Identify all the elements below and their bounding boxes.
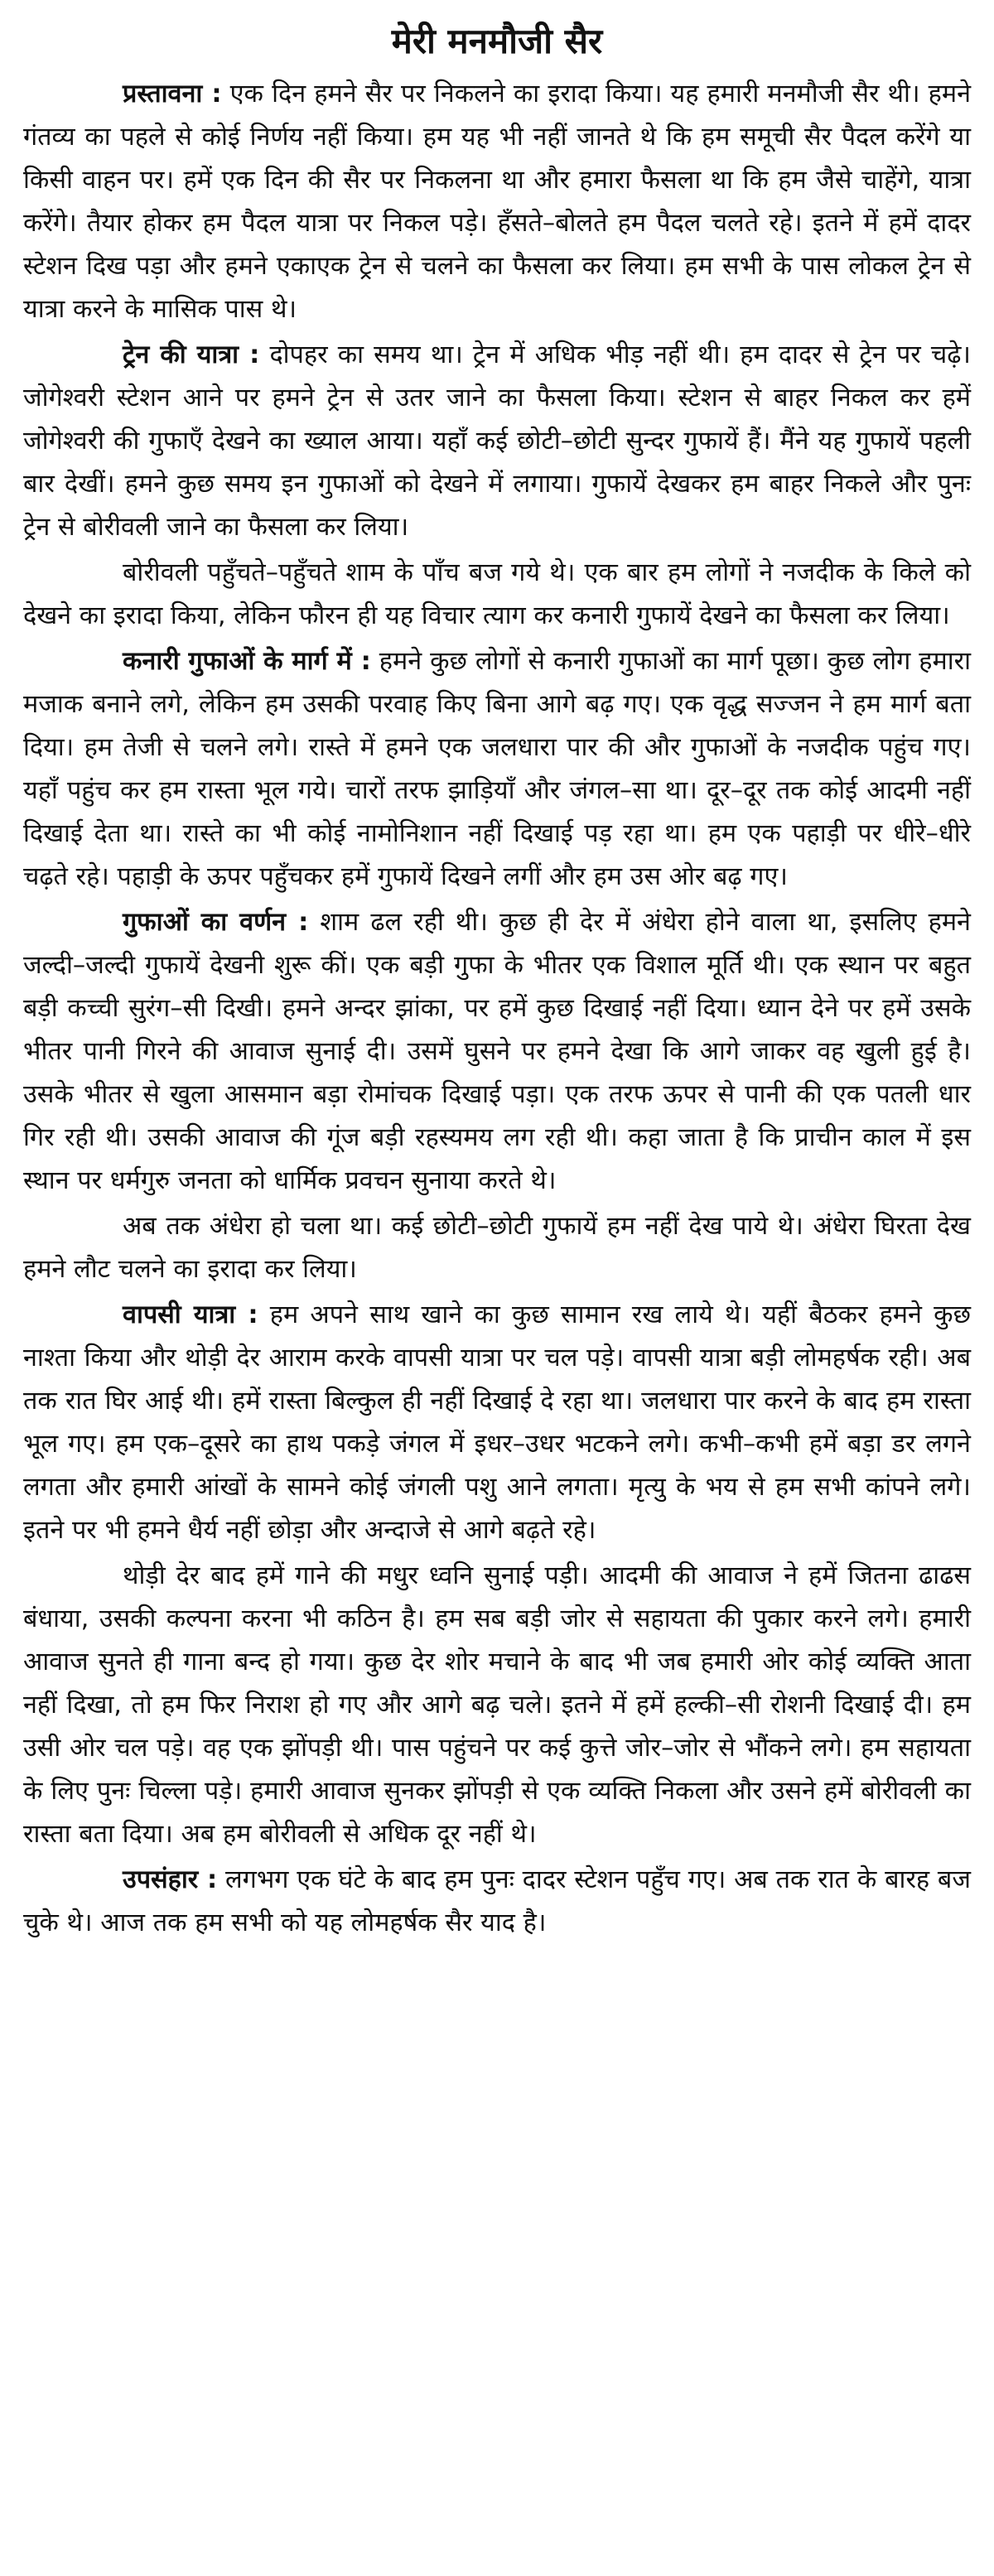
- paragraph-text: एक दिन हमने सैर पर निकलने का इरादा किया। यह हमारी मनमौजी सैर थी। हमने गंतव्य का पहले से कोई निर्णय नहीं किया। हम यह भी नहीं जानते थे कि हम समूची सैर पैदल करेंगे या किसी वाहन पर। हमें एक दिन की सैर पर निकलना था और हमारा फैसला था कि हम जैसे चाहेंगे, यात्रा करेंगे। तैयार होकर हम पैदल यात्रा पर निकल पड़े। हँसते–बोलते हम पैदल चलते रहे। इतने में हमें दादर स्टेशन दिख पड़ा और हमने एकाएक ट्रेन से चलने का फैसला कर लिया। हम सभी के पास लोकल ट्रेन से यात्रा करने के मासिक पास थे।: [23, 80, 972, 324]
- paragraph-text: दोपहर का समय था। ट्रेन में अधिक भीड़ नहीं थी। हम दादर से ट्रेन पर चढ़े। जोगेश्वरी स्टेशन आने पर हमने ट्रेन से उतर जाने का फैसला किया। स्टेशन से बाहर निकल कर हमें जोगेश्वरी की गुफाएँ देखने का ख्याल आया। यहाँ कई छोटी–छोटी सुन्दर गुफायें हैं। मैंने यह गुफायें पहली बार देखीं। हमने कुछ समय इन गुफाओं को देखने में लगाया। गुफायें देखकर हम बाहर निकले और पुनः ट्रेन से बोरीवली जाने का फैसला कर लिया।: [23, 340, 971, 542]
- paragraph-text: अब तक अंधेरा हो चला था। कई छोटी–छोटी गुफायें हम नहीं देख पाये थे। अंधेरा घिरता देख हमने लौट चलने का इरादा कर लिया।: [23, 1212, 971, 1284]
- heading-cave-description: गुफाओं का वर्णन :: [123, 908, 309, 937]
- paragraph-text: हम अपने साथ खाने का कुछ सामान रख लाये थे। यहीं बैठकर हमने कुछ नाश्ता किया और थोड़ी देर आराम करके वापसी यात्रा पर चल पड़े। वापसी यात्रा बड़ी लोमहर्षक रही। अब तक रात घिर आई थी। हमें रास्ता बिल्कुल ही नहीं दिखाई दे रहा था। जलधारा पार करने के बाद हम रास्ता भूल गए। हम एक–दूसरे का हाथ पकड़े जंगल में इधर–उधर भटकने लगे। कभी–कभी हमें बड़ा डर लगने लगता और हमारी आंखों के सामने कोई जंगली पशु आने लगता। मृत्यु के भय से हम सभी कांपने लगे। इतने पर भी हमने धैर्य नहीं छोड़ा और अन्दाजे से आगे बढ़ते रहे।: [23, 1300, 971, 1545]
- paragraph-train-journey: [23, 334, 971, 549]
- paragraph-route-to-caves: [23, 640, 971, 899]
- paragraph-darkness: [23, 1205, 971, 1291]
- paragraph-cave-description: [23, 901, 971, 1203]
- paragraph-text: बोरीवली पहुँचते–पहुँचते शाम के पाँच बज गये थे। एक बार हम लोगों ने नजदीक के किले को देखने का इरादा किया, लेकिन फौरन ही यह विचार त्याग कर कनारी गुफायें देखने का फैसला कर लिया।: [23, 558, 971, 630]
- heading-route-to-caves: कनारी गुफाओं के मार्ग में :: [123, 647, 371, 676]
- paragraph-introduction: [23, 73, 971, 331]
- paragraph-return-journey: [23, 1294, 971, 1552]
- essay-title: मेरी मनमौजी सैर: [391, 21, 603, 61]
- heading-introduction: प्रस्तावना :: [123, 80, 222, 109]
- heading-conclusion: उपसंहार :: [123, 1865, 218, 1894]
- paragraph-text: थोड़ी देर बाद हमें गाने की मधुर ध्वनि सुनाई पड़ी। आदमी की आवाज ने हमें जितना ढाढस बंधाया, उसकी कल्पना करना भी कठिन है। हम सब बड़ी जोर से सहायता की पुकार करने लगे। हमारी आवाज सुनते ही गाना बन्द हो गया। कुछ देर शोर मचाने के बाद भी जब हमारी ओर कोई व्यक्ति आता नहीं दिखा, तो हम फिर निराश हो गए और आगे बढ़ चले। इतने में हमें हल्की–सी रोशनी दिखाई दी। हम उसी ओर चल पड़े। वह एक झोंपड़ी थी। पास पहुंचने पर कई कुत्ते जोर–जोर से भौंकने लगे। हम सहायता के लिए पुनः चिल्ला पड़े। हमारी आवाज सुनकर झोंपड़ी से एक व्यक्ति निकला और उसने हमें बोरीवली का रास्ता बता दिया। अब हम बोरीवली से अधिक दूर नहीं थे।: [23, 1561, 971, 1849]
- paragraph-text: लगभग एक घंटे के बाद हम पुनः दादर स्टेशन पहुँच गए। अब तक रात के बारह बज चुके थे। आज तक हम सभी को यह लोमहर्षक सैर याद है।: [23, 1865, 971, 1937]
- heading-train-journey: ट्रेन की यात्रा :: [123, 340, 260, 369]
- heading-return-journey: वापसी यात्रा :: [123, 1300, 258, 1329]
- paragraph-conclusion: [23, 1859, 971, 1945]
- paragraph-text: हमने कुछ लोगों से कनारी गुफाओं का मार्ग पूछा। कुछ लोग हमारा मजाक बनाने लगे, लेकिन हम उसकी परवाह किए बिना आगे बढ़ गए। एक वृद्ध सज्जन ने हम मार्ग बता दिया। हम तेजी से चलने लगे। रास्ते में हमने एक जलधारा पार की और गुफाओं के नजदीक पहुंच गए। यहाँ पहुंच कर हम रास्ता भूल गये। चारों तरफ झाड़ियाँ और जंगल–सा था। दूर–दूर तक कोई आदमी नहीं दिखाई देता था। रास्ते का भी कोई नामोनिशान नहीं दिखाई पड़ रहा था। हम एक पहाड़ी पर धीरे–धीरे चढ़ते रहे। पहाड़ी के ऊपर पहुँचकर हमें गुफायें दिखने लगीं और हम उस ओर बढ़ गए।: [23, 647, 971, 891]
- paragraph-text: शाम ढल रही थी। कुछ ही देर में अंधेरा होने वाला था, इसलिए हमने जल्दी–जल्दी गुफायें देखनी शुरू कीं। एक बड़ी गुफा के भीतर एक विशाल मूर्ति थी। एक स्थान पर बहुत बड़ी कच्ची सुरंग–सी दिखी। हमने अन्दर झांका, पर हमें कुछ दिखाई नहीं दिया। ध्यान देने पर हमें उसके भीतर पानी गिरने की आवाज सुनाई दी। उसमें घुसने पर हमने देखा कि आगे जाकर वह खुली हुई है। उसके भीतर से खुला आसमान बड़ा रोमांचक दिखाई पड़ा। एक तरफ ऊपर से पानी की एक पतली धार गिर रही थी। उसकी आवाज की गूंज बड़ी रहस्यमय लग रही थी। कहा जाता है कि प्राचीन काल में इस स्थान पर धर्मगुरु जनता को धार्मिक प्रवचन सुनाया करते थे।: [23, 908, 971, 1195]
- paragraph-borivali: [23, 552, 971, 638]
- paragraph-rescue: [23, 1555, 971, 1856]
